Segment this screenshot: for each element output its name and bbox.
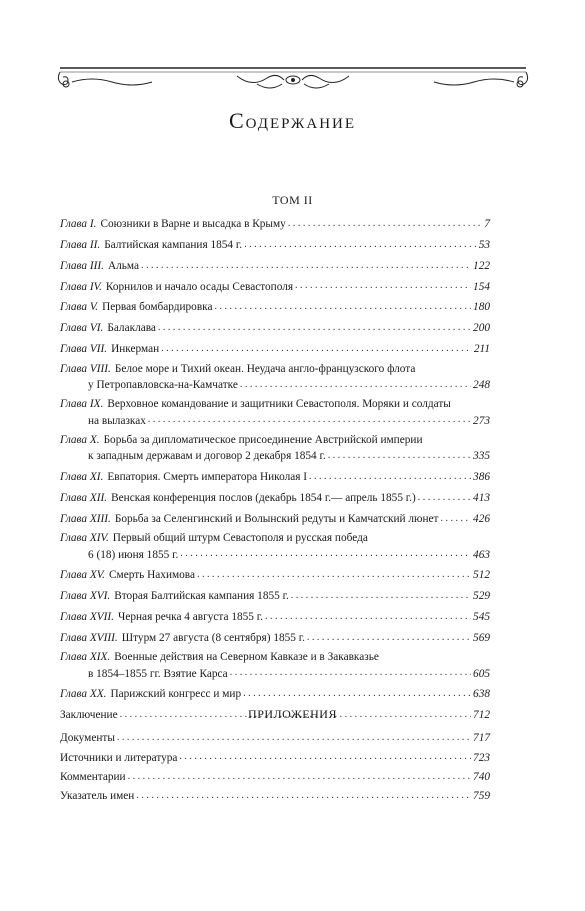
entry-title: Инкерман — [111, 343, 160, 356]
entry-title: Черная речка 4 августа 1855 г. — [118, 611, 263, 624]
dot-leader — [440, 511, 471, 522]
entry-title: Венская конференция послов (декабрь 1854 г.— апрель 1855 г.) — [111, 492, 416, 505]
entry-title: в 1854–1855 гг. Взятие Карса — [88, 667, 228, 680]
page-number: 53 — [478, 239, 490, 252]
chapter-label: Глава X. — [60, 434, 100, 447]
entry-title: Парижский конгресс и мир — [110, 688, 242, 701]
entry-title: Источники и литература — [60, 751, 178, 764]
chapter-label: Глава VII. — [60, 343, 108, 356]
page-number: 122 — [473, 259, 490, 272]
toc-entry[interactable] — [60, 433, 490, 464]
toc-entry[interactable] — [60, 749, 490, 765]
page-number: 723 — [473, 751, 490, 764]
entry-title: у Петропавловска-на-Камчатке — [88, 378, 238, 391]
page-number: 248 — [473, 378, 490, 391]
chapter-label: Глава XVII. — [60, 611, 114, 624]
entry-title: Первый общий штурм Севастополя и русская победа — [112, 532, 368, 545]
chapter-label: Глава XIII. — [60, 512, 111, 525]
volume-heading: ТОМ II — [272, 193, 313, 207]
toc-entry[interactable] — [60, 216, 490, 232]
chapter-label: Глава VIII. — [60, 362, 111, 375]
toc-entry[interactable] — [60, 609, 490, 625]
toc-entry[interactable] — [60, 769, 490, 785]
page-number: 717 — [473, 732, 490, 745]
entry-title: Балтийская кампания 1854 г. — [104, 239, 243, 252]
entry-title: Альма — [107, 259, 139, 272]
entry-title: Борьба за Селенгинский и Волынский редуты и Камчатский люнет — [114, 512, 439, 525]
page-number: 605 — [473, 667, 490, 680]
chapter-label: Глава XV. — [60, 569, 106, 582]
chapter-label: Глава XVIII. — [60, 631, 118, 644]
entry-title: Первая бомбардировка — [102, 301, 213, 314]
chapter-label: Глава VI. — [60, 322, 104, 335]
page-number: 512 — [473, 569, 490, 582]
entry-title: Указатель имен — [60, 790, 135, 803]
dot-leader — [230, 665, 471, 676]
page-number: 154 — [473, 280, 490, 293]
entry-title: Союзники в Варне и высадка в Крыму — [100, 218, 286, 231]
chapter-label: Глава XIV. — [60, 532, 109, 545]
entry-title: Вторая Балтийская кампания 1855 г. — [114, 590, 289, 603]
chapter-label: Глава II. — [60, 239, 101, 252]
chapter-label: Глава V. — [60, 301, 99, 314]
toc-entry[interactable] — [60, 531, 490, 562]
page-number: 200 — [473, 322, 490, 335]
entry-title: Борьба за дипломатическое присоединение Австрийской империи — [103, 434, 423, 447]
page-number: 638 — [473, 688, 490, 701]
entry-title: Балаклава — [107, 322, 156, 335]
dot-leader — [180, 546, 471, 557]
page-number: 386 — [473, 471, 490, 484]
page-number: 211 — [473, 343, 490, 356]
dot-leader — [295, 278, 471, 289]
entry-title: Корнилов и начало осады Севастополя — [105, 280, 294, 293]
dot-leader — [158, 320, 471, 331]
page-number: 335 — [473, 450, 490, 463]
entry-title: Верховное командование и защитники Севастополя. Моряки и солдаты — [107, 398, 451, 411]
chapter-label: Глава IV. — [60, 280, 102, 293]
entry-title: Комментарии — [60, 770, 126, 783]
header-ornament — [52, 62, 534, 102]
dot-leader — [244, 237, 477, 248]
toc-entry[interactable] — [60, 730, 490, 746]
page-number: 740 — [473, 770, 490, 783]
entry-title: на вылазках — [88, 414, 146, 427]
dot-leader — [418, 490, 471, 501]
page-number: 759 — [473, 790, 490, 803]
entry-title: 6 (18) июня 1855 г. — [88, 548, 179, 561]
page-number: 273 — [473, 414, 490, 427]
dot-leader — [309, 469, 471, 480]
toc-entry[interactable] — [60, 630, 490, 646]
toc-entry[interactable] — [60, 362, 490, 393]
dot-leader — [328, 448, 471, 459]
page-number: 426 — [473, 512, 490, 525]
dot-leader — [128, 769, 471, 780]
dot-leader — [240, 377, 471, 388]
toc-entry[interactable] — [60, 320, 490, 336]
entry-title: Штурм 27 августа (8 сентября) 1855 г. — [121, 631, 305, 644]
chapter-label: Глава XVI. — [60, 590, 111, 603]
dot-leader — [197, 567, 471, 578]
toc-entry[interactable] — [60, 397, 490, 428]
toc-entry[interactable] — [60, 490, 490, 506]
dot-leader — [288, 216, 483, 227]
toc-entry[interactable] — [60, 469, 490, 485]
chapter-label: Глава XII. — [60, 492, 108, 505]
table-of-contents — [60, 216, 490, 728]
page-number: 180 — [473, 301, 490, 314]
page-number: 7 — [484, 218, 490, 231]
page-number: 463 — [473, 548, 490, 561]
appendix-heading: ПРИЛОЖЕНИЯ — [248, 707, 337, 721]
chapter-label: Глава XX. — [60, 688, 107, 701]
entry-title: Белое море и Тихий океан. Неудача англо-французского флота — [114, 362, 416, 375]
dot-leader — [243, 686, 471, 697]
page-number: 413 — [473, 492, 490, 505]
chapter-label: Глава I. — [60, 218, 97, 231]
page-number: 545 — [473, 611, 490, 624]
entry-title: Заключение — [60, 709, 118, 722]
entry-title: Документы — [60, 732, 115, 745]
chapter-label: Глава XIX. — [60, 651, 111, 664]
chapter-label: Глава III. — [60, 259, 104, 272]
appendix-contents — [60, 730, 490, 807]
toc-entry[interactable] — [60, 588, 490, 604]
toc-entry[interactable] — [60, 686, 490, 702]
page-number: 712 — [473, 709, 490, 722]
page-title: Содержание — [228, 108, 357, 133]
dot-leader — [215, 299, 472, 310]
toc-entry[interactable] — [60, 299, 490, 315]
toc-entry[interactable] — [60, 511, 490, 527]
toc-entry[interactable] — [60, 341, 490, 357]
dot-leader — [179, 749, 471, 760]
dot-leader — [161, 341, 472, 352]
entry-title: к западным державам и договор 2 декабря 1854 г. — [88, 450, 326, 463]
chapter-label: Глава XI. — [60, 471, 104, 484]
dot-leader — [265, 609, 471, 620]
toc-entry[interactable] — [60, 567, 490, 583]
dot-leader — [307, 630, 471, 641]
toc-entry[interactable] — [60, 788, 490, 804]
page-number: 569 — [473, 631, 490, 644]
dot-leader — [136, 788, 471, 799]
chapter-label: Глава IX. — [60, 398, 104, 411]
dot-leader — [117, 730, 471, 741]
dot-leader — [141, 258, 471, 269]
dot-leader — [291, 588, 471, 599]
toc-entry[interactable] — [60, 258, 490, 274]
entry-title: Военные действия на Северном Кавказе и в Закавказье — [114, 651, 379, 664]
dot-leader — [148, 412, 471, 423]
toc-entry[interactable] — [60, 650, 490, 681]
entry-title: Смерть Нахимова — [109, 569, 195, 582]
toc-entry[interactable] — [60, 278, 490, 294]
entry-title: Евпатория. Смерть императора Николая I — [107, 471, 308, 484]
toc-entry[interactable] — [60, 237, 490, 253]
page-number: 529 — [473, 590, 490, 603]
